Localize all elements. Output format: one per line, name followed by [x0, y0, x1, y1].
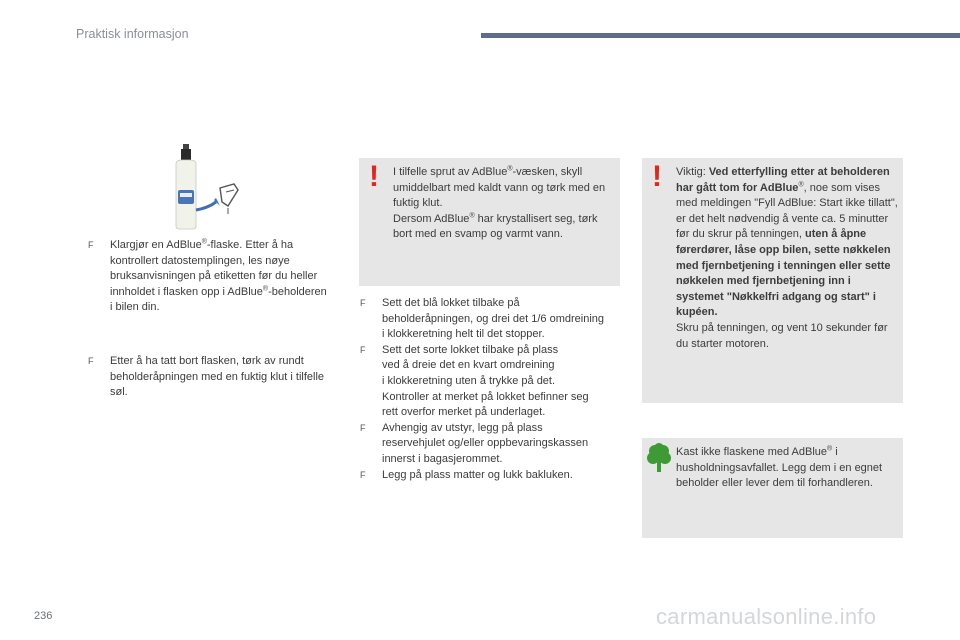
bullet-marker: F [360, 344, 366, 355]
warning-text-splash: I tilfelle sprut av AdBlue®-væsken, skyll umiddelbart med kaldt vann og tørk med en fuktig klut. Dersom AdBlue® har krystallisert seg, tørk bort med en svamp og varmt vann. [393, 165, 606, 241]
header-accent-bar [481, 33, 960, 38]
bullet-marker: F [88, 356, 94, 366]
bullet-marker: F [88, 240, 94, 250]
watermark: carmanualsonline.info [656, 604, 877, 629]
bullet-marker: F [360, 298, 366, 308]
bullet-marker: F [360, 422, 366, 433]
environment-text: Kast ikke flaskene med AdBlue® i husholdningsavfallet. Legg dem i en egnet beholder eller lever dem til forhandleren. [676, 445, 883, 490]
refill-steps-list [360, 296, 625, 483]
warning-icon: ! [369, 160, 379, 193]
list-item-prepare-bottle: F Klargjør en AdBlue®-flaske. Etter å ha kontrollert datostemplingen, les nøye bruksanvisningen på etiketten før du heller innholdet i flasken opp i AdBlue®-beholderen i bilen din. [88, 238, 327, 314]
warning-text-empty-tank: Viktig: Ved etterfylling etter at beholderen har gått tom for AdBlue®, noe som vises med meldingen "Fyll AdBlue: Start ikke tillatt", er det helt nødvendig å vente ca. 5 minutter før du skrur på tenningen, uten å åpne førerdører, låse opp bilen, sette nøkkelen med fjernbetjening i tenningen eller sette nøkkelen med fjernbetjening inn i systemet "Nøkkelfri adgang og start" i kupéen. Skru på tenningen, og vent 10 sekunder før du starter motoren. [676, 166, 898, 350]
list-item: F Sett det sorte lokket tilbake på plass ved å dreie det en kvart omdreining i klokkeretning uten å trykke på det. Kontroller at merket på lokket befinner seg rett overfor merket på underlaget. [360, 343, 589, 419]
list-item: F Legg på plass matter og lukk bakluken. [360, 468, 625, 484]
bullet-marker: F [360, 469, 366, 480]
page-section-title: Praktisk informasjon [76, 27, 189, 41]
page-number: 236 [34, 610, 53, 622]
adblue-bottle-illustration [168, 144, 248, 230]
warning-icon: ! [652, 160, 662, 193]
list-item: F Avhengig av utstyr, legg på plass reservehjulet og/eller oppbevaringskassen innerst i bagasjerommet. [360, 421, 589, 465]
list-item-wipe-filler: F Etter å ha tatt bort flasken, tørk av rundt beholderåpningen med en fuktig klut i tilfelle søl. [88, 355, 325, 399]
list-item: F Sett det blå lokket tilbake på beholderåpningen, og drei det 1/6 omdreining i klokkeretning helt til det stopper. [360, 297, 604, 341]
tree-icon [646, 443, 672, 473]
